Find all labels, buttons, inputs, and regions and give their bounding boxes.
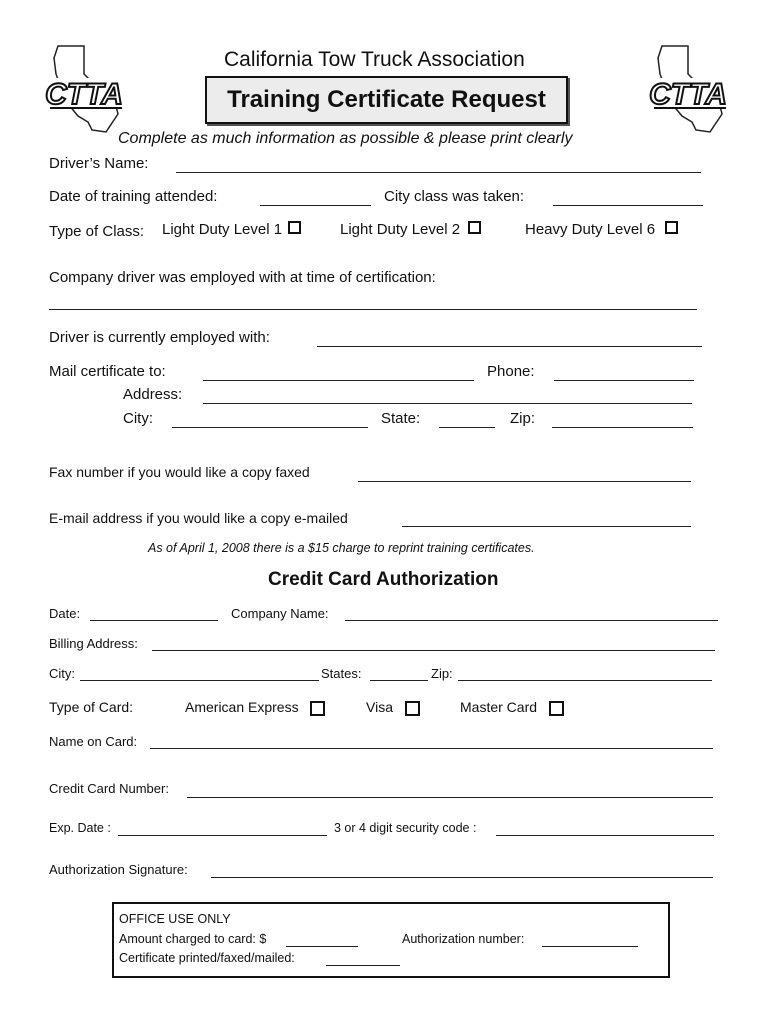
amex-option[interactable] <box>185 699 325 716</box>
authorization-number-field[interactable] <box>542 946 638 947</box>
driver-name-label: Driver’s Name: <box>49 155 149 172</box>
mail-to-label: Mail certificate to: <box>49 363 166 380</box>
company-employed-field[interactable] <box>49 309 697 310</box>
instruction-text: Complete as much information as possible & please print clearly <box>118 130 573 147</box>
amount-charged-label: Amount charged to card: $ <box>119 932 267 946</box>
association-name: California Tow Truck Association <box>224 48 525 71</box>
cc-city-label: City: <box>49 666 75 681</box>
exp-date-label: Exp. Date : <box>49 821 111 835</box>
visa-option[interactable] <box>366 699 420 716</box>
certificate-printed-field[interactable] <box>326 965 400 966</box>
fax-label: Fax number if you would like a copy faxed <box>49 464 310 480</box>
light-duty-1-option[interactable] <box>162 221 301 238</box>
billing-address-field[interactable] <box>152 650 715 651</box>
security-code-label: 3 or 4 digit security code : <box>334 821 477 835</box>
name-on-card-label: Name on Card: <box>49 734 138 749</box>
cc-zip-field[interactable] <box>458 680 712 681</box>
currently-employed-field[interactable] <box>317 346 702 347</box>
card-number-field[interactable] <box>187 797 713 798</box>
cc-date-label: Date: <box>49 606 81 621</box>
visa-checkbox[interactable] <box>405 701 420 716</box>
ctta-logo-left <box>44 44 126 136</box>
address-label: Address: <box>123 386 183 403</box>
heavy-duty-6-label: Heavy Duty Level 6 <box>525 221 656 238</box>
state-field[interactable] <box>439 427 495 428</box>
light-duty-1-checkbox[interactable] <box>288 221 301 234</box>
phone-label: Phone: <box>487 363 535 380</box>
light-duty-2-checkbox[interactable] <box>468 221 481 234</box>
light-duty-2-label: Light Duty Level 2 <box>340 221 461 238</box>
signature-label: Authorization Signature: <box>49 862 188 877</box>
mastercard-checkbox[interactable] <box>549 701 564 716</box>
visa-label: Visa <box>366 699 393 715</box>
zip-field[interactable] <box>552 427 693 428</box>
state-label: State: <box>381 410 421 427</box>
address-field[interactable] <box>203 403 692 404</box>
city-label: City: <box>123 410 153 427</box>
mastercard-label: Master Card <box>460 699 538 715</box>
ctta-logo-right <box>648 44 730 136</box>
certificate-printed-label: Certificate printed/faxed/mailed: <box>119 951 295 965</box>
logo-text: CTTA <box>649 78 727 111</box>
cc-states-field[interactable] <box>370 680 428 681</box>
email-label: E-mail address if you would like a copy e-mailed <box>49 510 348 526</box>
page-title: Training Certificate Request <box>205 76 568 124</box>
cc-states-label: States: <box>321 666 362 681</box>
light-duty-1-label: Light Duty Level 1 <box>162 221 283 238</box>
mail-to-field[interactable] <box>203 380 474 381</box>
type-of-class-label: Type of Class: <box>49 223 145 240</box>
billing-address-label: Billing Address: <box>49 636 138 651</box>
credit-card-heading: Credit Card Authorization <box>268 569 499 590</box>
amount-charged-field[interactable] <box>286 946 358 947</box>
cc-date-field[interactable] <box>90 620 218 621</box>
office-use-box <box>112 902 670 978</box>
company-employed-label: Company driver was employed with at time of certification: <box>49 269 436 286</box>
authorization-number-label: Authorization number: <box>402 932 525 946</box>
company-name-field[interactable] <box>345 620 718 621</box>
email-field[interactable] <box>402 526 691 527</box>
security-code-field[interactable] <box>496 835 714 836</box>
name-on-card-field[interactable] <box>150 748 713 749</box>
cc-zip-label: Zip: <box>431 666 453 681</box>
date-attended-field[interactable] <box>260 205 371 206</box>
phone-field[interactable] <box>554 380 694 381</box>
city-taken-field[interactable] <box>553 205 703 206</box>
company-name-label: Company Name: <box>231 606 329 621</box>
logo-text: CTTA <box>45 78 123 111</box>
driver-name-field[interactable] <box>176 172 701 173</box>
zip-label: Zip: <box>510 410 536 427</box>
reprint-note: As of April 1, 2008 there is a $15 charge to reprint training certificates. <box>148 541 535 555</box>
amex-checkbox[interactable] <box>310 701 325 716</box>
card-number-label: Credit Card Number: <box>49 781 169 796</box>
heavy-duty-6-option[interactable] <box>525 221 678 238</box>
signature-field[interactable] <box>211 877 713 878</box>
city-field[interactable] <box>172 427 368 428</box>
date-attended-label: Date of training attended: <box>49 188 218 205</box>
mastercard-option[interactable] <box>460 699 564 716</box>
city-taken-label: City class was taken: <box>384 188 525 205</box>
fax-field[interactable] <box>358 481 691 482</box>
office-use-heading: OFFICE USE ONLY <box>119 912 231 926</box>
type-of-card-label: Type of Card: <box>49 699 134 715</box>
heavy-duty-6-checkbox[interactable] <box>665 221 678 234</box>
exp-date-field[interactable] <box>118 835 327 836</box>
amex-label: American Express <box>185 699 299 715</box>
currently-employed-label: Driver is currently employed with: <box>49 329 270 346</box>
light-duty-2-option[interactable] <box>340 221 481 238</box>
cc-city-field[interactable] <box>80 680 319 681</box>
